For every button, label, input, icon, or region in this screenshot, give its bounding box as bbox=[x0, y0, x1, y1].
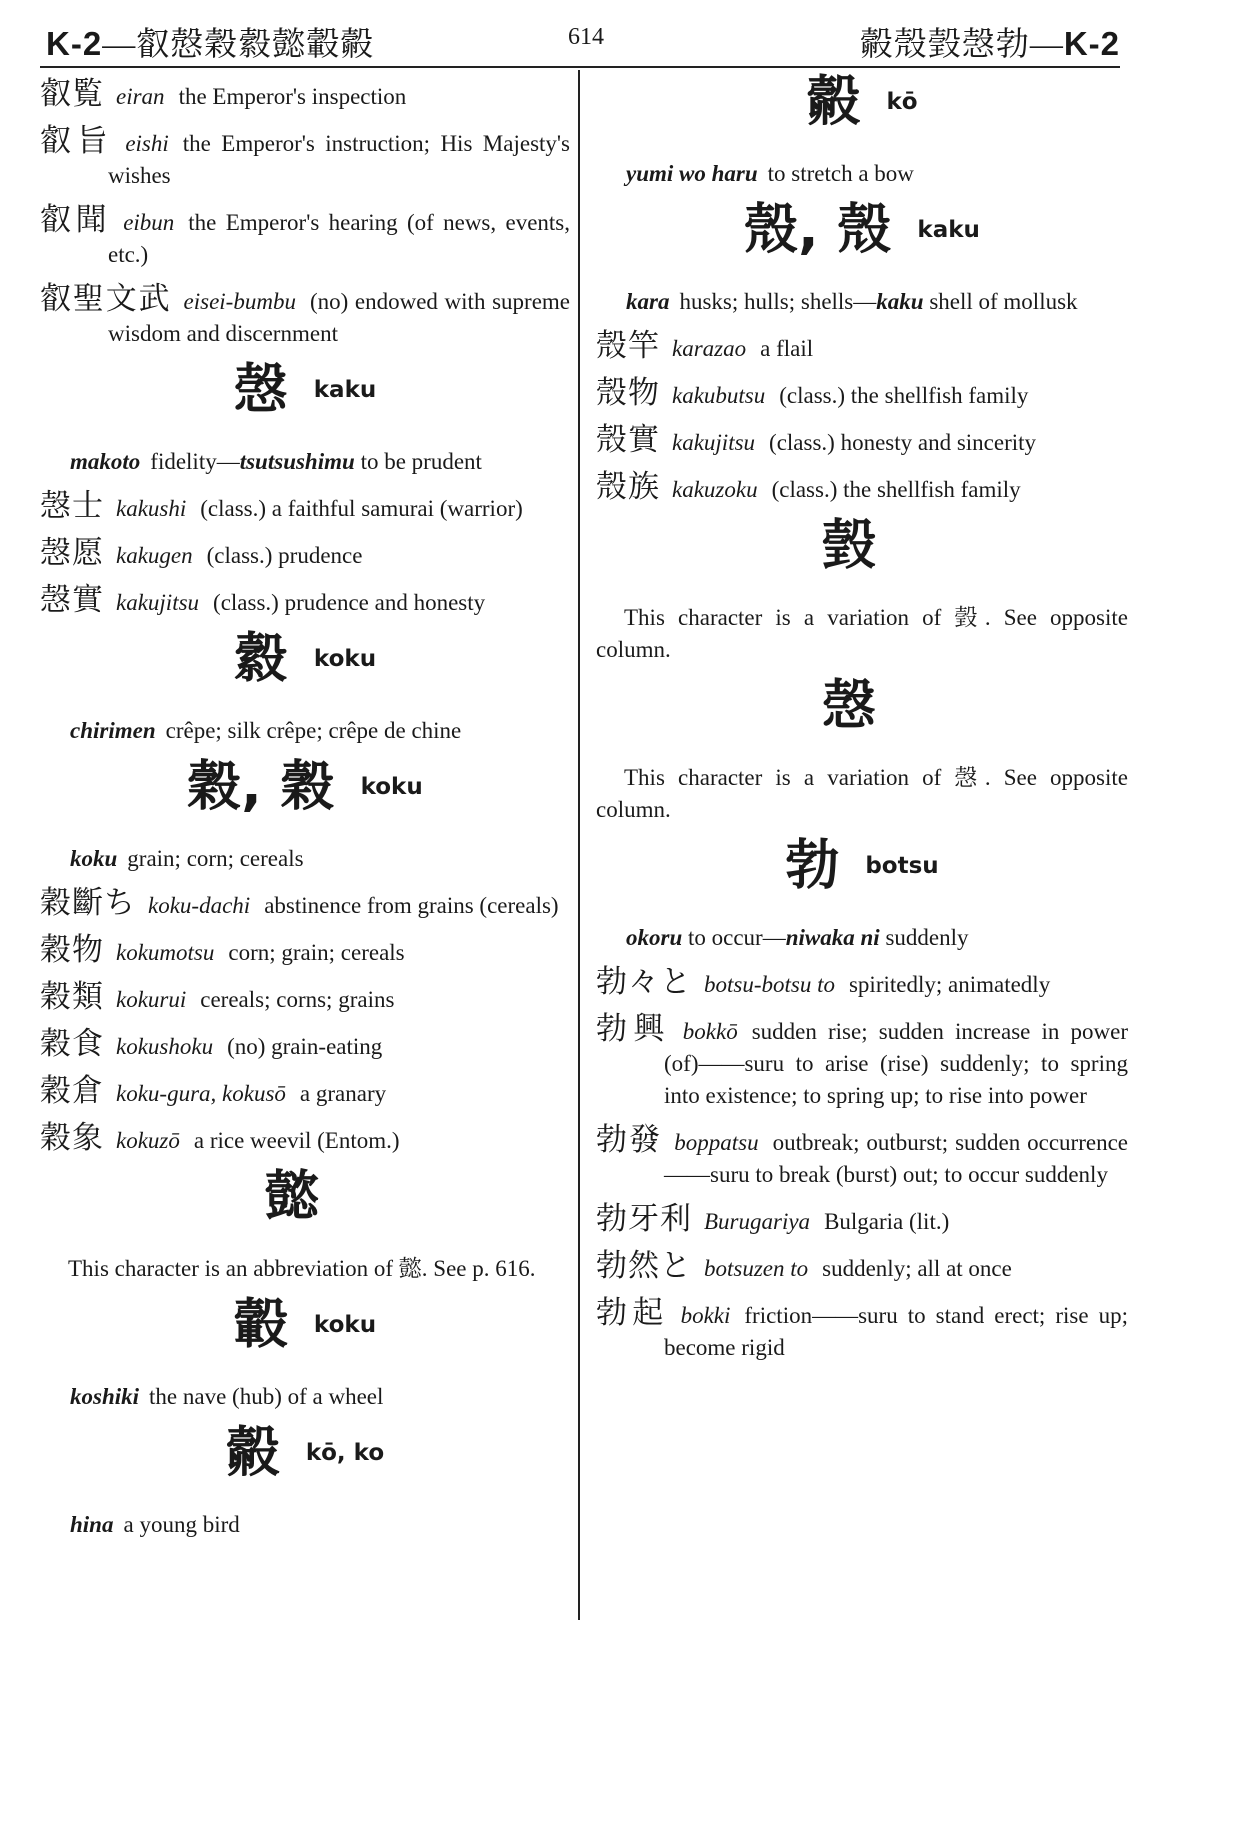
entry bbox=[40, 78, 570, 113]
entry-definition: (class.) prudence and honesty bbox=[213, 590, 486, 615]
header-left-code: K-2 bbox=[46, 25, 103, 62]
meaning-text-2: to be prudent bbox=[354, 449, 482, 474]
headword-kanji: 㲉 bbox=[225, 1420, 280, 1484]
meaning-text: to occur— bbox=[682, 925, 786, 950]
header-right-chars: 㲉殼瑴愨勃— bbox=[859, 27, 1064, 63]
entry-definition: the Emperor's inspection bbox=[178, 84, 407, 109]
headword-kanji: 殼, 殼 bbox=[744, 197, 892, 261]
entry bbox=[596, 424, 1128, 459]
left-column bbox=[40, 78, 570, 1553]
headword-reading: botsu bbox=[865, 852, 939, 879]
entry-reading: bokki bbox=[680, 1303, 731, 1328]
entry bbox=[40, 1122, 570, 1157]
entry-kanji: 穀類 bbox=[40, 979, 104, 1015]
page-header bbox=[40, 14, 1120, 64]
headword bbox=[40, 1164, 570, 1247]
entry-definition: a rice weevil (Entom.) bbox=[193, 1128, 400, 1153]
meaning-text-2: shell of mollusk bbox=[923, 289, 1078, 314]
headword bbox=[596, 673, 1128, 756]
entry bbox=[596, 1297, 1128, 1364]
headword bbox=[40, 754, 570, 837]
entry-kanji: 叡聞 bbox=[40, 202, 112, 238]
entry-definition: cereals; corns; grains bbox=[200, 987, 395, 1012]
headword-meaning bbox=[596, 286, 1128, 318]
meaning-kun: koku bbox=[70, 846, 118, 871]
entry-definition: friction——suru to stand erect; rise up; become rigid bbox=[664, 1303, 1128, 1360]
entry-reading: koku-dachi bbox=[148, 893, 251, 918]
header-right bbox=[860, 18, 1120, 65]
entry bbox=[40, 584, 570, 619]
entry-kanji: 殼物 bbox=[596, 375, 660, 411]
entry-reading: kakubutsu bbox=[672, 383, 766, 408]
entry-definition: spiritedly; animatedly bbox=[848, 972, 1051, 997]
headword bbox=[596, 197, 1128, 280]
headword-kanji: 縠 bbox=[233, 626, 288, 690]
entry-kanji: 勃々と bbox=[596, 964, 692, 1000]
meaning-text-2: suddenly bbox=[879, 925, 969, 950]
entry-reading: kokurui bbox=[116, 987, 187, 1012]
entry bbox=[596, 1013, 1128, 1112]
entry-definition: sudden rise; sudden increase in power (of)——suru to arise (rise) suddenly; to spring into existence; to spring up; to rise into power bbox=[664, 1019, 1129, 1108]
headword-reading: kaku bbox=[917, 216, 980, 243]
entry bbox=[40, 283, 570, 350]
entry-kanji: 勃起 bbox=[596, 1295, 669, 1331]
headword-kanji: 轂 bbox=[233, 1292, 288, 1356]
headword-kanji: 愨 bbox=[233, 357, 288, 421]
entry-definition: (no) grain-eating bbox=[227, 1034, 383, 1059]
cross-reference-note: This character is a variation of 愨. See opposite column. bbox=[596, 765, 1128, 822]
header-left bbox=[46, 18, 374, 65]
entry-kanji: 殼族 bbox=[596, 469, 660, 505]
entry-kanji: 穀象 bbox=[40, 1120, 104, 1156]
entry-kanji: 穀倉 bbox=[40, 1073, 104, 1109]
entry-definition: a granary bbox=[299, 1081, 387, 1106]
entry bbox=[596, 966, 1128, 1001]
meaning-text: a young bird bbox=[123, 1512, 240, 1537]
entry-reading: kakushi bbox=[116, 496, 187, 521]
entry-reading: bokkō bbox=[682, 1019, 738, 1044]
entry-kanji: 勃發 bbox=[596, 1122, 663, 1158]
entry-reading: kokuzō bbox=[116, 1128, 180, 1153]
headword-reading: kaku bbox=[313, 376, 377, 403]
headword-kanji: 懿 bbox=[265, 1164, 319, 1228]
entry-reading: koku-gura, kokusō bbox=[116, 1081, 286, 1106]
meaning-kun: koshiki bbox=[70, 1384, 140, 1409]
headword bbox=[40, 357, 570, 440]
entry bbox=[40, 1075, 570, 1110]
entry bbox=[40, 537, 570, 572]
entry-reading: kakujitsu bbox=[672, 430, 756, 455]
entry-reading: kokushoku bbox=[116, 1034, 214, 1059]
entry-kanji: 穀物 bbox=[40, 932, 104, 968]
headword bbox=[596, 69, 1128, 152]
headword-reading: kō, ko bbox=[305, 1439, 385, 1466]
meaning-kun: yumi wo haru bbox=[626, 161, 758, 186]
entry-reading: botsuzen to bbox=[704, 1256, 809, 1281]
headword-kanji: 勃 bbox=[785, 833, 840, 897]
entry-definition: corn; grain; cereals bbox=[228, 940, 405, 965]
headword bbox=[40, 1420, 570, 1503]
entry-definition: (class.) the shellfish family bbox=[771, 477, 1021, 502]
entry-kanji: 叡聖文武 bbox=[40, 281, 172, 317]
entry-definition: the Emperor's instruction; His Majesty's wishes bbox=[108, 131, 570, 188]
headword-meaning bbox=[40, 843, 570, 875]
entry-reading: eiran bbox=[116, 84, 165, 109]
headword-kanji: 㲉 bbox=[806, 69, 861, 133]
entry bbox=[40, 125, 570, 192]
headword-reading: kō bbox=[886, 88, 918, 115]
entry-definition: Bulgaria (lit.) bbox=[824, 1209, 950, 1234]
headword-kanji: 穀, 穀 bbox=[187, 754, 335, 818]
headword-reading: koku bbox=[313, 1311, 377, 1338]
entry-kanji: 叡旨 bbox=[40, 123, 114, 159]
meaning-kun: makoto bbox=[70, 449, 141, 474]
entry-reading: eibun bbox=[123, 210, 175, 235]
entry-reading: kakugen bbox=[116, 543, 193, 568]
meaning-kun: okoru bbox=[626, 925, 683, 950]
headword bbox=[40, 1292, 570, 1375]
headword bbox=[596, 833, 1128, 916]
cross-reference-note: This character is a variation of 瑴. See opposite column. bbox=[596, 605, 1128, 662]
entry bbox=[40, 887, 570, 922]
meaning-text: grain; corn; cereals bbox=[127, 846, 304, 871]
entry-kanji: 愨士 bbox=[40, 488, 104, 524]
headword-reading: koku bbox=[360, 773, 423, 800]
entry-kanji: 殼實 bbox=[596, 422, 660, 458]
meaning-kun: kara bbox=[626, 289, 670, 314]
entry-reading: boppatsu bbox=[674, 1130, 759, 1155]
column-divider bbox=[578, 70, 580, 1620]
entry-reading: eisei-bumbu bbox=[183, 289, 296, 314]
entry-definition: abstinence from grains (cereals) bbox=[264, 893, 559, 918]
right-column bbox=[596, 69, 1129, 1376]
entry bbox=[596, 1250, 1128, 1285]
entry bbox=[596, 330, 1128, 365]
entry bbox=[40, 981, 570, 1016]
entry-definition: (no) endowed with supreme wisdom and discernment bbox=[108, 289, 571, 346]
headword-meaning bbox=[40, 715, 570, 747]
entry-reading: botsu-botsu to bbox=[704, 972, 835, 997]
entry-kanji: 穀斷ち bbox=[40, 885, 136, 921]
entry bbox=[596, 1124, 1128, 1191]
entry-reading: karazao bbox=[672, 336, 747, 361]
entry bbox=[596, 377, 1128, 412]
entry-definition: the Emperor's hearing (of news, events, etc.) bbox=[108, 210, 570, 267]
meaning-text: to stretch a bow bbox=[767, 161, 914, 186]
header-left-chars: —叡慤穀縠懿轂㲉 bbox=[102, 27, 375, 63]
entry-definition: a flail bbox=[760, 336, 814, 361]
entry-definition: (class.) the shellfish family bbox=[779, 383, 1029, 408]
entry bbox=[40, 934, 570, 969]
entry bbox=[40, 204, 570, 271]
entry-kanji: 穀食 bbox=[40, 1026, 104, 1062]
meaning-kun-2: tsutsushimu bbox=[239, 449, 355, 474]
entry-kanji: 勃牙利 bbox=[596, 1201, 692, 1237]
headword-meaning bbox=[596, 158, 1128, 190]
entry bbox=[40, 490, 570, 525]
entry-definition: outbreak; outburst; sudden occurrence——suru to break (burst) out; to occur suddenly bbox=[664, 1130, 1128, 1187]
entry-definition: (class.) prudence bbox=[206, 543, 363, 568]
headword bbox=[40, 626, 570, 709]
entry bbox=[596, 471, 1128, 506]
meaning-text: fidelity— bbox=[150, 449, 240, 474]
entry-reading: kakujitsu bbox=[116, 590, 200, 615]
headword-kanji: 愨 bbox=[822, 673, 876, 737]
meaning-text: husks; hulls; shells— bbox=[679, 289, 877, 314]
page-number: 614 bbox=[568, 24, 604, 50]
entry-kanji: 叡覧 bbox=[40, 76, 104, 112]
entry-definition: suddenly; all at once bbox=[822, 1256, 1012, 1281]
meaning-text: the nave (hub) of a wheel bbox=[149, 1384, 384, 1409]
cross-reference-note: This character is an abbreviation of 懿. See p. 616. bbox=[68, 1256, 536, 1281]
headword-meaning bbox=[596, 922, 1128, 954]
entry-definition: (class.) honesty and sincerity bbox=[769, 430, 1037, 455]
meaning-kun: chirimen bbox=[70, 718, 156, 743]
entry-definition: (class.) a faithful samurai (warrior) bbox=[200, 496, 523, 521]
entry bbox=[596, 1203, 1128, 1238]
entry-kanji: 勃然と bbox=[596, 1248, 692, 1284]
entry-reading: kokumotsu bbox=[116, 940, 215, 965]
entry bbox=[40, 1028, 570, 1063]
header-rule bbox=[40, 66, 1120, 68]
meaning-kun-2: kaku bbox=[876, 289, 924, 314]
headword-meaning bbox=[40, 1509, 570, 1541]
meaning-kun: hina bbox=[70, 1512, 114, 1537]
headword-kanji: 瑴 bbox=[822, 513, 876, 577]
meaning-text: crêpe; silk crêpe; crêpe de chine bbox=[165, 718, 462, 743]
entry-reading: kakuzoku bbox=[672, 477, 758, 502]
headword bbox=[596, 513, 1128, 596]
header-right-code: K-2 bbox=[1063, 25, 1120, 62]
meaning-kun-2: niwaka ni bbox=[785, 925, 880, 950]
entry-reading: eishi bbox=[125, 131, 169, 156]
entry-reading: Burugariya bbox=[704, 1209, 811, 1234]
entry-kanji: 愨愿 bbox=[40, 535, 104, 571]
entry-kanji: 殼竿 bbox=[596, 328, 660, 364]
headword-meaning bbox=[40, 446, 570, 478]
headword-reading: koku bbox=[313, 645, 377, 672]
headword-meaning bbox=[40, 1381, 570, 1413]
entry-kanji: 勃興 bbox=[596, 1011, 671, 1047]
entry-kanji: 愨實 bbox=[40, 582, 104, 618]
